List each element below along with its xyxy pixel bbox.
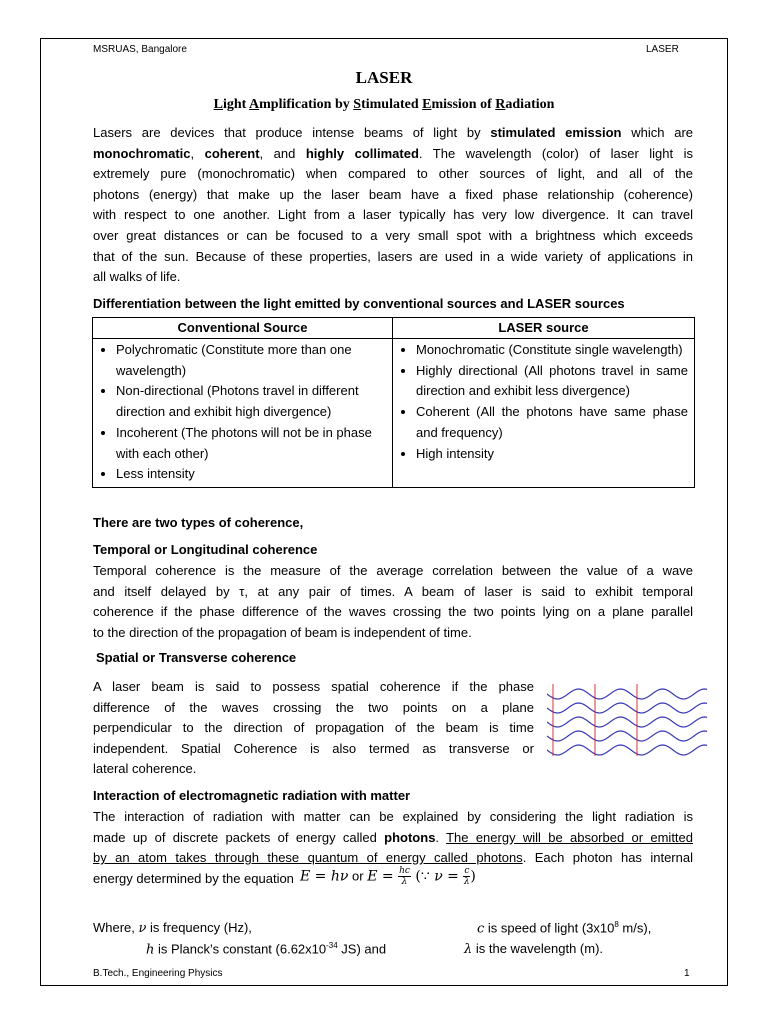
column-header: LASER source xyxy=(393,318,695,339)
eq-because: (∵ xyxy=(415,868,435,885)
eq-operator: = xyxy=(310,868,331,885)
comparison-table xyxy=(92,317,695,488)
subtitle-initial: R xyxy=(495,97,506,112)
laser-cell xyxy=(393,339,695,488)
subtitle-word: adiation xyxy=(505,97,555,112)
interaction-line: energy determined by the equation xyxy=(93,870,294,886)
comparison-heading: Differentiation between the light emitted by conventional sources and LASER sources xyxy=(93,296,625,311)
eq-symbol: hν xyxy=(330,868,349,885)
where-frequency: Where, ν is frequency (Hz), xyxy=(93,920,252,936)
list-item: • Coherent (All the photons have same phase and frequency) xyxy=(416,402,688,443)
temporal-paragraph xyxy=(93,561,693,643)
header-topic: LASER xyxy=(646,44,679,55)
eq-word: or xyxy=(348,868,368,884)
eq-symbol: E xyxy=(300,868,311,885)
footer-course: B.Tech., Engineering Physics xyxy=(93,968,223,979)
intro-line: extremely pure (monochromatic) when compared to other sources of light, and all of the xyxy=(93,166,693,182)
where-planck-constant: h is Planck’s constant ($6.62x10^{-34}$ JS) and xyxy=(146,941,387,958)
temporal-line: to the direction of the propagation of beam is independent of time. xyxy=(93,624,472,640)
spatial-line: A laser beam is said to possess spatial coherence if the phase xyxy=(93,679,534,694)
wave-line xyxy=(547,745,707,755)
where-wavelength: λ is the wavelength (m). xyxy=(464,941,604,957)
temporal-line: Temporal coherence is the measure of the average correlation between the value of a wave xyxy=(93,563,693,578)
intro-line: over great distances or can be focused to a very small spot with a brightness which exceeds xyxy=(93,227,693,243)
spatial-line: independent. Spatial Coherence is also termed as transverse or xyxy=(93,740,534,756)
list-item: • Polychromatic (Constitute more than one wavelength) xyxy=(116,340,386,381)
intro-line: that of the sun. Because of these properties, lasers are used in a wide variety of applications in xyxy=(93,248,693,264)
list-item: • Less intensity xyxy=(116,464,386,485)
subtitle-initial: A xyxy=(249,97,260,112)
list-item: • High intensity xyxy=(416,444,688,465)
list-item: • Incoherent (The photons will not be in phase with each other) xyxy=(116,423,386,464)
eq-fraction: $\frac{hc}{\lambda}$ xyxy=(399,866,410,887)
subtitle-initial: L xyxy=(213,97,223,112)
eq-symbol: E xyxy=(367,868,378,885)
wave-group xyxy=(547,689,707,755)
list-item: • Monochromatic (Constitute single wavelength) xyxy=(416,340,688,361)
intro-line: photons (energy) that make up the laser beam have a fixed phase relationship (coherence) xyxy=(93,186,693,202)
subtitle-word: mplification by xyxy=(259,97,354,112)
where-speed-of-light: c is speed of light ($3x10^8$ m/s), xyxy=(477,920,652,937)
table-header-row xyxy=(93,318,695,339)
wave-line xyxy=(547,689,707,699)
spatial-line: difference of the waves crossing the two points on a plane xyxy=(93,699,534,715)
coherence-intro: There are two types of coherence, xyxy=(93,515,304,530)
eq-close: ) xyxy=(470,868,476,885)
conventional-cell xyxy=(93,339,393,488)
subtitle-initial: E xyxy=(422,97,432,112)
wave-line xyxy=(547,717,707,727)
eq-fraction: $\frac{c}{\lambda}$ xyxy=(464,866,470,887)
energy-equation xyxy=(300,866,476,887)
intro-paragraph xyxy=(93,123,693,288)
spatial-coherence-waves-figure xyxy=(547,684,709,760)
eq-operator: = xyxy=(442,868,464,885)
column-header: Conventional Source xyxy=(93,318,393,339)
interaction-line: by an atom takes through these quantum of energy called photons. Each photon has internal xyxy=(93,850,693,866)
spatial-paragraph xyxy=(93,677,534,780)
eq-operator: = xyxy=(377,868,399,885)
interaction-line: made up of discrete packets of energy called photons. The energy will be absorbed or emitted xyxy=(93,829,694,845)
temporal-heading: Temporal or Longitudinal coherence xyxy=(93,542,318,557)
wave-line xyxy=(547,731,707,741)
spatial-line: lateral coherence. xyxy=(93,761,197,777)
spatial-line: perpendicular to the direction of propagation of the beam is time xyxy=(93,720,534,736)
interaction-heading: Interaction of electromagnetic radiation with matter xyxy=(93,788,411,803)
page-subtitle xyxy=(0,97,768,113)
interaction-line: The interaction of radiation with matter can be explained by considering the light radiation is xyxy=(93,809,693,824)
table-row xyxy=(93,339,695,488)
subtitle-word: timulated xyxy=(361,97,423,112)
list-item: • Non-directional (Photons travel in different direction and exhibit high divergence) xyxy=(116,381,386,422)
subtitle-initial: S xyxy=(353,97,362,112)
phase-markers xyxy=(553,684,637,756)
intro-line: Lasers are devices that produce intense beams of light by stimulated emission which are xyxy=(93,125,694,140)
intro-line: monochromatic, coherent, and highly collimated. The wavelength (color) of laser light is xyxy=(93,145,694,161)
eq-symbol: ν xyxy=(434,868,443,885)
temporal-line: coherence if the phase difference of the waves crossing the two points lying on a plane parallel xyxy=(93,604,693,620)
temporal-line: and itself delayed by τ, at any pair of times. A beam of laser is said to exhibit temporal xyxy=(93,583,693,599)
intro-line: all walks of life. xyxy=(93,269,181,285)
subtitle-word: ight xyxy=(222,97,250,112)
spatial-heading: Spatial or Transverse coherence xyxy=(96,650,297,665)
footer-page-number: 1 xyxy=(684,968,690,979)
wave-line xyxy=(547,703,707,713)
list-item: • Highly directional (All photons travel in same direction and exhibit less divergence) xyxy=(416,361,688,402)
intro-line: with respect to one another. Light from a laser typically has very low divergence. It can travel xyxy=(93,207,693,223)
page-title: LASER xyxy=(355,68,413,87)
subtitle-word: mission of xyxy=(431,97,496,112)
header-institution: MSRUAS, Bangalore xyxy=(93,44,187,55)
